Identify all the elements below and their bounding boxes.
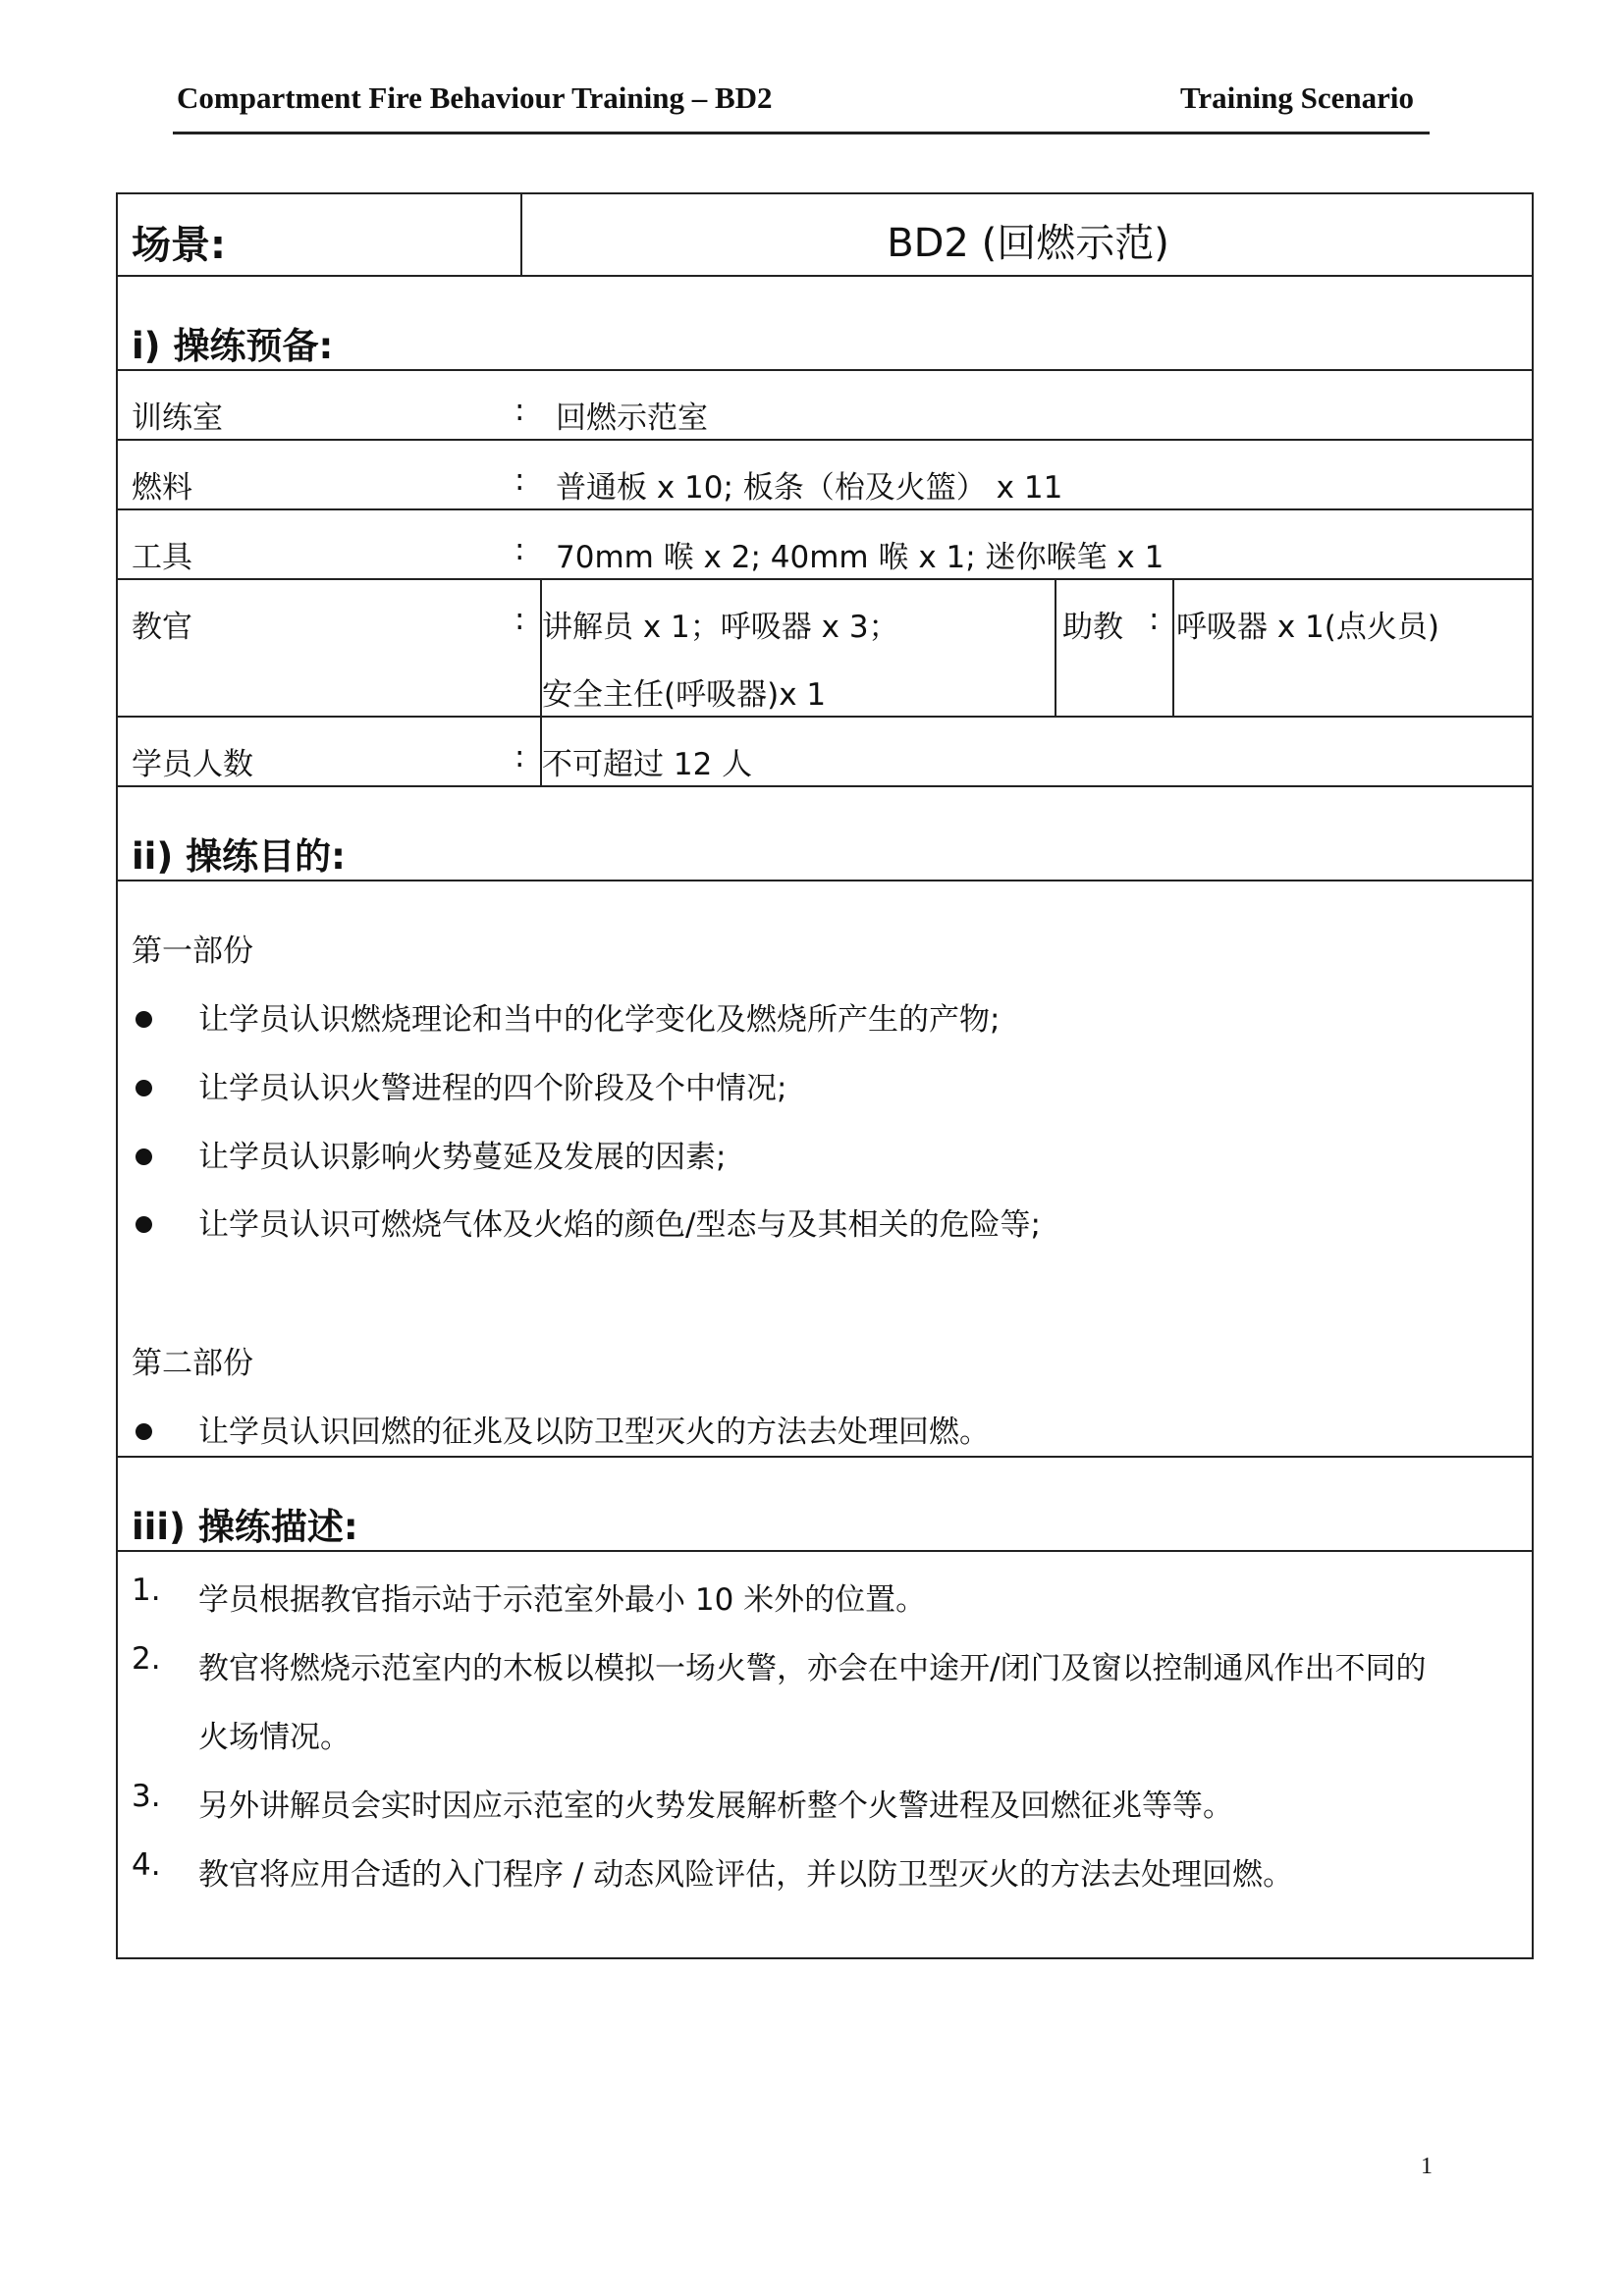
instructor-label: 教官 xyxy=(132,610,192,645)
students-value: 不可超过 12 人 xyxy=(542,747,753,782)
section-description-title: iii) 操练描述: xyxy=(132,1506,358,1548)
bullet-icon xyxy=(135,1080,152,1096)
page-number: 1 xyxy=(1421,2154,1433,2179)
tools-value: 70mm 喉 x 2; 40mm 喉 x 1; 迷你喉笔 x 1 xyxy=(556,540,1164,575)
desc-item-1-line-1: 学员根据教官指示站于示范室外最小 10 米外的位置。 xyxy=(198,1582,927,1618)
part1-item-3: 让学员认识影响火势蔓延及发展的因素; xyxy=(198,1140,727,1175)
part1-item-4: 让学员认识可燃烧气体及火焰的颜色/型态与及其相关的危险等; xyxy=(198,1207,1041,1243)
scenario-label: 场景: xyxy=(132,223,226,268)
part1-item-1: 让学员认识燃烧理论和当中的化学变化及燃烧所产生的产物; xyxy=(198,1002,1001,1038)
header-subtitle: Training Scenario xyxy=(1180,80,1414,115)
assistant-label: 助教 xyxy=(1062,610,1123,645)
bullet-icon xyxy=(135,1216,152,1233)
instructor-colon: : xyxy=(514,602,525,637)
section-preparation-title: i) 操练预备: xyxy=(132,325,334,367)
desc-item-3-num: 3. xyxy=(132,1779,161,1814)
desc-item-4-num: 4. xyxy=(132,1847,161,1883)
desc-item-1-num: 1. xyxy=(132,1573,161,1608)
room-colon: : xyxy=(514,393,525,428)
fuel-value: 普通板 x 10; 板条（枱及火篮） x 11 xyxy=(556,470,1063,506)
desc-item-2-line-2: 火场情况。 xyxy=(198,1720,351,1755)
bullet-icon xyxy=(135,1011,152,1028)
bullet-icon xyxy=(135,1423,152,1440)
page-header xyxy=(173,77,1430,134)
scenario-value: BD2 (回燃示范) xyxy=(887,221,1169,266)
part2-label: 第二部份 xyxy=(132,1346,253,1381)
bullet-icon xyxy=(135,1148,152,1165)
students-colon: : xyxy=(514,739,525,774)
header-title: Compartment Fire Behaviour Training – BD2 xyxy=(177,80,773,115)
part1-item-2: 让学员认识火警进程的四个阶段及个中情况; xyxy=(198,1071,787,1106)
assistant-value: 呼吸器 x 1(点火员) xyxy=(1176,610,1439,645)
desc-item-2-line-1: 教官将燃烧示范室内的木板以模拟一场火警，亦会在中途开/闭门及窗以控制通风作出不同的 xyxy=(198,1651,1427,1686)
assistant-colon: : xyxy=(1149,602,1160,637)
part1-label: 第一部份 xyxy=(132,934,253,969)
fuel-colon: : xyxy=(514,462,525,498)
desc-item-4-line-1: 教官将应用合适的入门程序 / 动态风险评估，并以防卫型灭火的方法去处理回燃。 xyxy=(198,1857,1294,1893)
part2-item-1: 让学员认识回燃的征兆及以防卫型灭火的方法去处理回燃。 xyxy=(198,1415,990,1450)
desc-item-2-num: 2. xyxy=(132,1641,161,1677)
instructor-line-2: 安全主任(呼吸器)x 1 xyxy=(542,677,827,713)
students-label: 学员人数 xyxy=(132,747,253,782)
tools-label: 工具 xyxy=(132,540,192,575)
section-objectives-title: ii) 操练目的: xyxy=(132,835,346,878)
room-value: 回燃示范室 xyxy=(556,400,708,436)
tools-colon: : xyxy=(514,532,525,567)
instructor-line-1: 讲解员 x 1；呼吸器 x 3； xyxy=(542,610,899,645)
fuel-label: 燃料 xyxy=(132,470,192,506)
room-label: 训练室 xyxy=(132,400,223,436)
desc-item-3-line-1: 另外讲解员会实时因应示范室的火势发展解析整个火警进程及回燃征兆等等。 xyxy=(198,1789,1233,1824)
scenario-table xyxy=(116,192,1534,1959)
